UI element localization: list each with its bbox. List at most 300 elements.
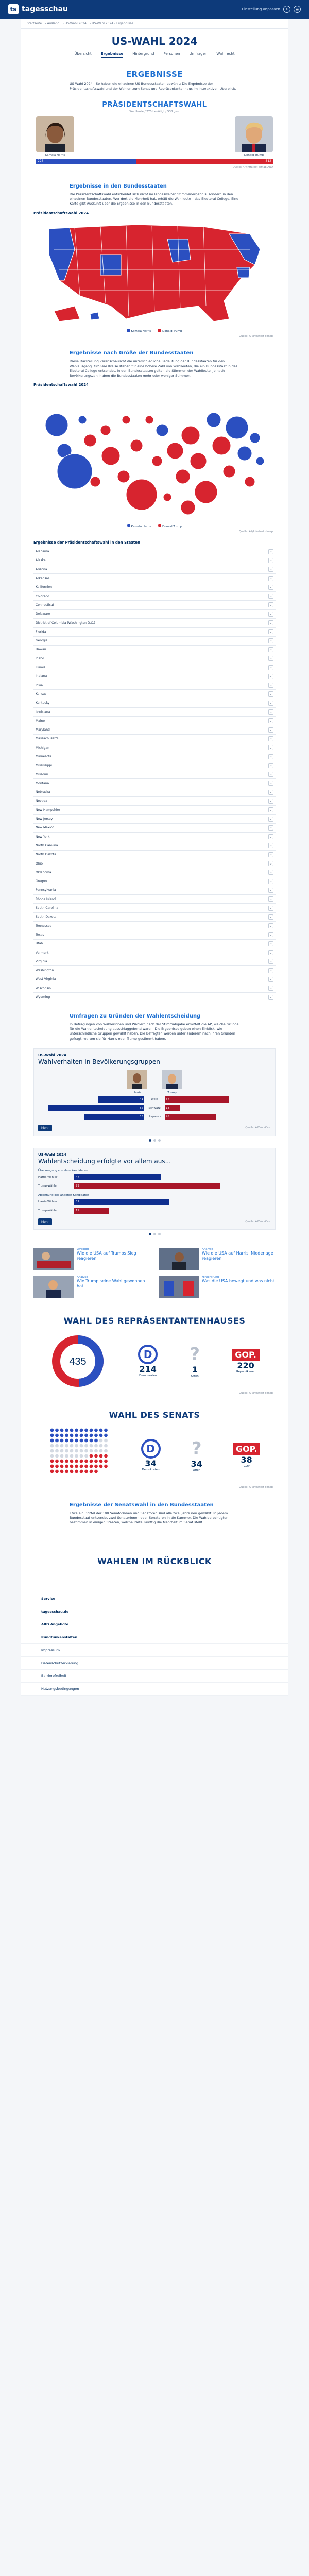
state-name: Massachusetts (36, 737, 59, 741)
poll1-row (38, 1113, 271, 1121)
senate-seat (104, 1459, 108, 1463)
chevron-down-icon[interactable]: ⌄ (268, 923, 273, 928)
state-row[interactable] (33, 930, 276, 939)
chevron-down-icon[interactable]: ⌄ (268, 790, 273, 795)
gop-logo-icon: GOP. (233, 1443, 261, 1455)
question-mark-icon: ? (191, 1438, 202, 1460)
results-intro (21, 61, 288, 92)
state-row[interactable] (33, 761, 276, 770)
state-row[interactable] (33, 904, 276, 912)
senate-seat (60, 1438, 63, 1442)
chevron-down-icon[interactable]: ⌄ (268, 718, 273, 723)
poll1-row (38, 1105, 271, 1112)
senate-seat (104, 1454, 108, 1458)
state-row[interactable] (33, 868, 276, 877)
teaser-image (33, 1276, 74, 1298)
teaser-kicker: Analyse (202, 1247, 213, 1251)
state-name: Oklahoma (36, 870, 52, 874)
state-name: Arkansas (36, 577, 50, 581)
house-rep-label: Republikaner (236, 1370, 255, 1374)
poll1-tag: US-Wahl 2024 (38, 1053, 66, 1057)
chevron-down-icon[interactable]: ⌄ (268, 781, 273, 786)
state-row[interactable] (33, 886, 276, 895)
state-row[interactable] (33, 895, 276, 904)
senate-seat (89, 1428, 93, 1432)
chevron-down-icon[interactable]: ⌄ (268, 861, 273, 866)
polls-text: In Befragungen von Wählerinnen und Wählern nach der Stimmabgabe ermittelt die AP, welche Gründe für die Wahlentscheidung ausschlaggebend waren. Die Ergebnisse geben einen Einblick, wie unterschiedliche Gruppen gewählt haben. Die Befragten werden unter anderem nach ihren Gründen gefragt, warum sie für Harris oder Trump gestimmt haben. (70, 1022, 239, 1041)
chevron-down-icon[interactable]: ⌄ (268, 701, 273, 706)
state-name: Nevada (36, 799, 47, 803)
house-donut-chart (49, 1333, 106, 1389)
state-name: Montana (36, 781, 49, 785)
house-dem-count: 214 (139, 1364, 157, 1375)
teaser-item[interactable] (159, 1248, 276, 1270)
chevron-down-icon[interactable]: ⌄ (268, 665, 273, 670)
footer-item[interactable]: Impressum (21, 1644, 288, 1657)
senate-seat (65, 1444, 68, 1447)
senate-seat (94, 1469, 98, 1473)
poll1-harris-portrait (127, 1070, 147, 1089)
senate-seat (60, 1428, 63, 1432)
subnav-item-results[interactable]: Ergebnisse (101, 52, 123, 58)
us-results-map[interactable] (33, 218, 276, 327)
footer-item[interactable]: Barrierefreiheit (21, 1670, 288, 1683)
state-row[interactable] (33, 859, 276, 868)
chevron-down-icon[interactable]: ⌄ (268, 968, 273, 973)
poll2-group2: Ablehnung des anderen Kandidaten (38, 1193, 89, 1197)
state-row[interactable] (33, 752, 276, 761)
harris-name: Kamala Harris (45, 153, 65, 157)
state-row[interactable] (33, 592, 276, 601)
poll2-row-label: Harris-Wähler (38, 1175, 58, 1179)
footer (21, 1592, 288, 1696)
settings-label[interactable]: Einstellung anpassen (242, 7, 280, 11)
poll1-trump (162, 1070, 182, 1094)
chevron-down-icon[interactable]: ⌄ (268, 763, 273, 768)
chevron-down-icon[interactable]: ⌄ (268, 959, 273, 964)
results-heading: ERGEBNISSE (126, 70, 183, 79)
subnav-item-overview[interactable]: Übersicht (74, 52, 92, 56)
subnav-item-election-law[interactable]: Wahlrecht (216, 52, 235, 56)
state-name: Wyoming (36, 995, 50, 999)
senate-seat (75, 1459, 78, 1463)
chevron-down-icon[interactable]: ⌄ (268, 834, 273, 839)
carousel-dot[interactable] (153, 1139, 156, 1142)
tagesschau-logo[interactable] (8, 4, 68, 14)
subnav-item-people[interactable]: Personen (163, 52, 180, 56)
state-bubble (245, 477, 255, 487)
legend-dem: Kamala Harris (127, 329, 151, 333)
poll2-bar: 51 (74, 1199, 169, 1205)
chevron-down-icon[interactable]: ⌄ (268, 620, 273, 625)
senate-dem-label: Demokraten (142, 1468, 160, 1472)
chevron-down-icon[interactable]: ⌄ (268, 549, 273, 554)
state-bubble (122, 416, 130, 424)
chevron-down-icon[interactable]: ⌄ (268, 896, 273, 902)
state-bubble (130, 439, 143, 452)
breadcrumb-item[interactable]: Ausland (47, 22, 60, 25)
state-name: North Carolina (36, 843, 58, 848)
senate-dem-count: 34 (145, 1459, 157, 1469)
state-row[interactable] (33, 833, 276, 841)
state-row[interactable] (33, 556, 276, 565)
chevron-down-icon[interactable]: ⌄ (268, 709, 273, 715)
footer-item[interactable]: Service (21, 1592, 288, 1605)
teaser-item[interactable] (159, 1276, 276, 1298)
chevron-down-icon[interactable]: ⌄ (268, 576, 273, 581)
senate-rep-label: GOP (243, 1464, 250, 1468)
chevron-down-icon[interactable]: ⌄ (268, 594, 273, 599)
senate-seat (79, 1469, 83, 1473)
state-bubble (176, 469, 190, 484)
poll1-title: Wahlverhalten in Bevölkerungsgruppen (38, 1058, 160, 1065)
senate-seat (70, 1444, 73, 1447)
polls-heading: Umfragen zu Gründen der Wahlentscheidung (70, 1013, 201, 1019)
teaser-item[interactable] (33, 1276, 150, 1298)
state-row[interactable] (33, 681, 276, 690)
chevron-down-icon[interactable]: ⌄ (268, 612, 273, 617)
state-bubble (181, 500, 195, 515)
senate-seat (75, 1469, 78, 1473)
state-name: Vermont (36, 951, 49, 955)
state-row[interactable] (33, 628, 276, 636)
state-name: New York (36, 835, 50, 839)
state-row[interactable] (33, 877, 276, 886)
chevron-down-icon[interactable]: ⌄ (268, 602, 273, 607)
footer-item[interactable]: Nutzungsbedingungen (21, 1683, 288, 1696)
logo-text: tagesschau (22, 5, 68, 13)
state-row[interactable] (33, 851, 276, 859)
senate-seat (75, 1449, 78, 1452)
state-name: Michigan (36, 745, 49, 750)
chevron-down-icon[interactable]: ⌄ (268, 772, 273, 777)
senate-seat (50, 1454, 54, 1458)
chevron-down-icon[interactable]: ⌄ (268, 727, 273, 733)
senate-seat (75, 1433, 78, 1437)
menu-icon[interactable]: ≡ (294, 6, 301, 13)
state-size-section (21, 338, 288, 533)
state-row[interactable] (33, 654, 276, 663)
state-row[interactable] (33, 699, 276, 708)
state-row[interactable] (33, 922, 276, 930)
state-row[interactable] (33, 690, 276, 699)
state-row[interactable] (33, 574, 276, 583)
poll1-portraits (38, 1070, 271, 1094)
footer-item[interactable]: tagesschau.de (21, 1605, 288, 1618)
poll-card-motivation (33, 1148, 276, 1230)
state-name: Louisiana (36, 710, 50, 714)
breadcrumb-item[interactable]: Startseite (27, 22, 42, 25)
carousel-dot[interactable] (158, 1233, 161, 1235)
chevron-down-icon[interactable]: ⌄ (268, 843, 273, 848)
senate-seat (55, 1433, 59, 1437)
state-name: Wisconsin (36, 986, 51, 990)
states-map-section (21, 169, 288, 338)
state-bubble (207, 413, 221, 427)
poll1-source: Quelle: AP/VoteCast (245, 1126, 271, 1130)
senate-source: Quelle: AP/Infratest dimap (239, 1485, 273, 1489)
senate-seat (70, 1433, 73, 1437)
senate-seat (89, 1454, 93, 1458)
state-name: New Hampshire (36, 808, 60, 812)
state-row[interactable] (33, 637, 276, 646)
poll2-more-button[interactable]: Mehr (38, 1218, 52, 1225)
state-row[interactable] (33, 601, 276, 609)
state-name: Alabama (36, 550, 49, 554)
chevron-down-icon[interactable]: ⌄ (268, 950, 273, 955)
senate-seat (79, 1438, 83, 1442)
electoral-vote-bar (36, 159, 273, 164)
state-name: Illinois (36, 666, 46, 670)
state-bubble (181, 426, 200, 445)
senate-states-text: Etwa ein Drittel der 100 Senatorinnen und Senatoren sind alle zwei Jahre neu gewählt. In jedem Bundesstaat entsendet zwei Senatorinnen oder Senatoren in die Kammer. Die Wahlberechtigten bestimmen in einigen Staaten, welche Partei künftig die Mehrheit im Senat stellt. (70, 1511, 229, 1525)
state-row[interactable] (33, 770, 276, 779)
poll2-row (38, 1174, 271, 1181)
state-row[interactable] (33, 966, 276, 975)
carousel-dot[interactable] (153, 1233, 156, 1235)
senate-seat (104, 1464, 108, 1468)
senate-seat (65, 1464, 68, 1468)
senate-seat (79, 1444, 83, 1447)
subnav-item-background[interactable]: Hintergrund (132, 52, 154, 56)
carousel-dot[interactable] (149, 1139, 151, 1142)
poll1-row-label: Schwarz (148, 1106, 161, 1110)
state-row[interactable] (33, 717, 276, 725)
senate-seat (99, 1444, 102, 1447)
senate-seat (70, 1428, 73, 1432)
senate-seat (94, 1459, 98, 1463)
chevron-down-icon[interactable]: ⌄ (268, 888, 273, 893)
chevron-down-icon[interactable]: ⌄ (268, 745, 273, 750)
state-row[interactable] (33, 725, 276, 734)
senate-seat (84, 1459, 88, 1463)
state-name: Alaska (36, 558, 46, 563)
chevron-down-icon[interactable]: ⌄ (268, 656, 273, 661)
state-row[interactable] (33, 743, 276, 752)
chevron-down-icon[interactable]: ⌄ (268, 674, 273, 679)
state-bubble (126, 479, 157, 510)
chevron-down-icon[interactable]: ⌄ (268, 906, 273, 911)
state-row[interactable] (33, 824, 276, 833)
bubble-source: Quelle: AP/Infratest dimap (239, 530, 273, 533)
state-name: North Dakota (36, 853, 56, 857)
chevron-down-icon[interactable]: ⌄ (268, 817, 273, 822)
state-row[interactable] (33, 984, 276, 993)
teaser-title[interactable]: Was die USA bewegt und was nicht (202, 1278, 274, 1283)
state-name: New Mexico (36, 826, 54, 830)
state-row[interactable] (33, 841, 276, 850)
state-name: Utah (36, 942, 43, 946)
state-table-list (33, 548, 276, 1002)
state-row[interactable] (33, 565, 276, 574)
chevron-down-icon[interactable]: ⌄ (268, 638, 273, 643)
state-row[interactable] (33, 610, 276, 619)
state-row[interactable] (33, 940, 276, 948)
senate-seat (99, 1428, 102, 1432)
chevron-down-icon[interactable]: ⌄ (268, 977, 273, 982)
footer-item[interactable]: Datenschutzerklärung (21, 1657, 288, 1670)
breadcrumb-item[interactable]: US-Wahl 2024 (64, 22, 87, 25)
senate-seat (60, 1454, 63, 1458)
state-name: District of Columbia (Washington D.C.) (36, 621, 95, 625)
carousel-dot[interactable] (158, 1139, 161, 1142)
retrospective-section (21, 1526, 288, 1592)
senate-seat (79, 1459, 83, 1463)
subnav-item-polls[interactable]: Umfragen (189, 52, 208, 56)
state-bubble (250, 433, 260, 443)
chevron-down-icon[interactable]: ⌄ (268, 629, 273, 634)
logo-mark: ts (8, 4, 19, 14)
trump-name: Donald Trump (244, 153, 264, 157)
chevron-down-icon[interactable]: ⌄ (268, 567, 273, 572)
state-row[interactable] (33, 735, 276, 743)
senate-seat (99, 1438, 102, 1442)
state-row[interactable] (33, 779, 276, 788)
state-row[interactable] (33, 583, 276, 592)
state-row[interactable] (33, 788, 276, 797)
footer-item[interactable]: ARD Angebote (21, 1618, 288, 1631)
search-icon[interactable]: ⌕ (283, 6, 290, 13)
senate-seat (50, 1449, 54, 1452)
state-row[interactable] (33, 708, 276, 717)
state-bubble (223, 465, 235, 478)
state-name: Maine (36, 719, 45, 723)
poll1-row-label: Hispanics (147, 1115, 162, 1118)
senate-seat (84, 1433, 88, 1437)
state-row[interactable] (33, 913, 276, 922)
teaser-title[interactable]: Wie Trump seine Wahl gewonnen hat (77, 1278, 145, 1289)
house-results (33, 1333, 276, 1389)
state-row[interactable] (33, 806, 276, 815)
chevron-down-icon[interactable]: ⌄ (268, 691, 273, 697)
chevron-down-icon[interactable]: ⌄ (268, 986, 273, 991)
senate-seat (94, 1464, 98, 1468)
state-row[interactable] (33, 663, 276, 672)
senate-seat (84, 1438, 88, 1442)
poll2-row (38, 1198, 271, 1206)
state-name: Virginia (36, 959, 47, 963)
state-name: Connecticut (36, 603, 54, 607)
state-row[interactable] (33, 619, 276, 628)
poll1-more-button[interactable]: Mehr (38, 1125, 52, 1131)
state-bubble (145, 416, 153, 424)
poll1-rows (38, 1096, 271, 1121)
poll2-group1: Überzeugung von dem Kandidaten (38, 1168, 88, 1172)
senate-seat (99, 1433, 102, 1437)
state-row[interactable] (33, 797, 276, 806)
poll2-row-label: Trump-Wähler (38, 1209, 58, 1212)
chevron-down-icon[interactable]: ⌄ (268, 941, 273, 946)
state-row[interactable] (33, 646, 276, 654)
carousel-dot[interactable] (149, 1233, 151, 1235)
state-bubble (156, 424, 168, 436)
state-name: Georgia (36, 639, 48, 643)
poll-card-1-wrap (21, 1041, 288, 1142)
map-legend (21, 329, 288, 333)
state-name: Hawaii (36, 648, 46, 652)
senate-seat (55, 1449, 59, 1452)
senate-seat (99, 1454, 102, 1458)
senate-seat (75, 1444, 78, 1447)
chevron-down-icon[interactable]: ⌄ (268, 825, 273, 831)
chevron-down-icon[interactable]: ⌄ (268, 870, 273, 875)
state-row[interactable] (33, 948, 276, 957)
candidates (36, 116, 273, 157)
chevron-down-icon[interactable]: ⌄ (268, 807, 273, 812)
poll2-tag: US-Wahl 2024 (38, 1152, 66, 1157)
senate-seat (94, 1433, 98, 1437)
senate-seat (60, 1433, 63, 1437)
state-bubble (152, 456, 162, 466)
state-name: Maryland (36, 728, 50, 732)
poll2-group1-rows (38, 1174, 271, 1190)
senate-seat (60, 1464, 63, 1468)
chevron-down-icon[interactable]: ⌄ (268, 932, 273, 937)
chevron-down-icon[interactable]: ⌄ (268, 558, 273, 563)
candidate-harris (36, 116, 74, 157)
chevron-down-icon[interactable]: ⌄ (268, 914, 273, 920)
state-bubble-map[interactable] (33, 389, 276, 523)
state-row[interactable] (33, 975, 276, 984)
teaser-grid (33, 1248, 276, 1298)
poll1-dem-bar: 85 (48, 1105, 144, 1111)
state-row[interactable] (33, 548, 276, 556)
poll2-footer (38, 1218, 271, 1225)
state-bubble (163, 493, 171, 501)
senate-seat-chart (49, 1427, 111, 1484)
senate-seat (65, 1469, 68, 1473)
teaser-item[interactable] (33, 1248, 150, 1270)
senate-seat (70, 1469, 73, 1473)
state-row[interactable] (33, 957, 276, 966)
chevron-down-icon[interactable]: ⌄ (268, 754, 273, 759)
state-bubble (100, 425, 111, 435)
senate-seat (50, 1444, 54, 1447)
state-name: Minnesota (36, 755, 52, 758)
senate-open-label: Offen (193, 1469, 201, 1472)
chevron-down-icon[interactable]: ⌄ (268, 683, 273, 688)
state-bubble (195, 481, 217, 503)
poll1-rep-bar: 45 (165, 1114, 216, 1120)
senate-seat (94, 1449, 98, 1452)
senate-seat (65, 1428, 68, 1432)
teaser-title[interactable]: Wie die USA auf Trumps Sieg reagieren (77, 1250, 136, 1261)
chevron-down-icon[interactable]: ⌄ (268, 799, 273, 804)
state-name: Mississippi (36, 764, 52, 768)
chevron-down-icon[interactable]: ⌄ (268, 879, 273, 884)
content (21, 19, 288, 1592)
house-heading: WAHL DES REPRÄSENTANTENHAUSES (63, 1315, 246, 1326)
senate-seat (79, 1433, 83, 1437)
chevron-down-icon[interactable]: ⌄ (268, 736, 273, 741)
presidential-source: Quelle: AP/Infratest dimap/ARD (232, 165, 273, 169)
senate-seat (65, 1454, 68, 1458)
state-row[interactable] (33, 815, 276, 823)
chevron-down-icon[interactable]: ⌄ (268, 647, 273, 652)
senate-seat (104, 1428, 108, 1432)
chevron-down-icon[interactable]: ⌄ (268, 995, 273, 1000)
chevron-down-icon[interactable]: ⌄ (268, 852, 273, 857)
state-row[interactable] (33, 993, 276, 1002)
presidential-subline: Wahlleute / 270 benötigt / 538 ges. (129, 110, 180, 113)
teaser-title[interactable]: Wie die USA auf Harris' Niederlage reagieren (202, 1250, 273, 1261)
chevron-down-icon[interactable]: ⌄ (268, 585, 273, 590)
state-size-heading: Ergebnisse nach Größe der Bundesstaaten (70, 350, 194, 357)
state-name: Nebraska (36, 790, 50, 794)
footer-item[interactable]: Rundfunkanstalten (21, 1631, 288, 1644)
senate-seat (55, 1469, 59, 1473)
state-row[interactable] (33, 672, 276, 681)
